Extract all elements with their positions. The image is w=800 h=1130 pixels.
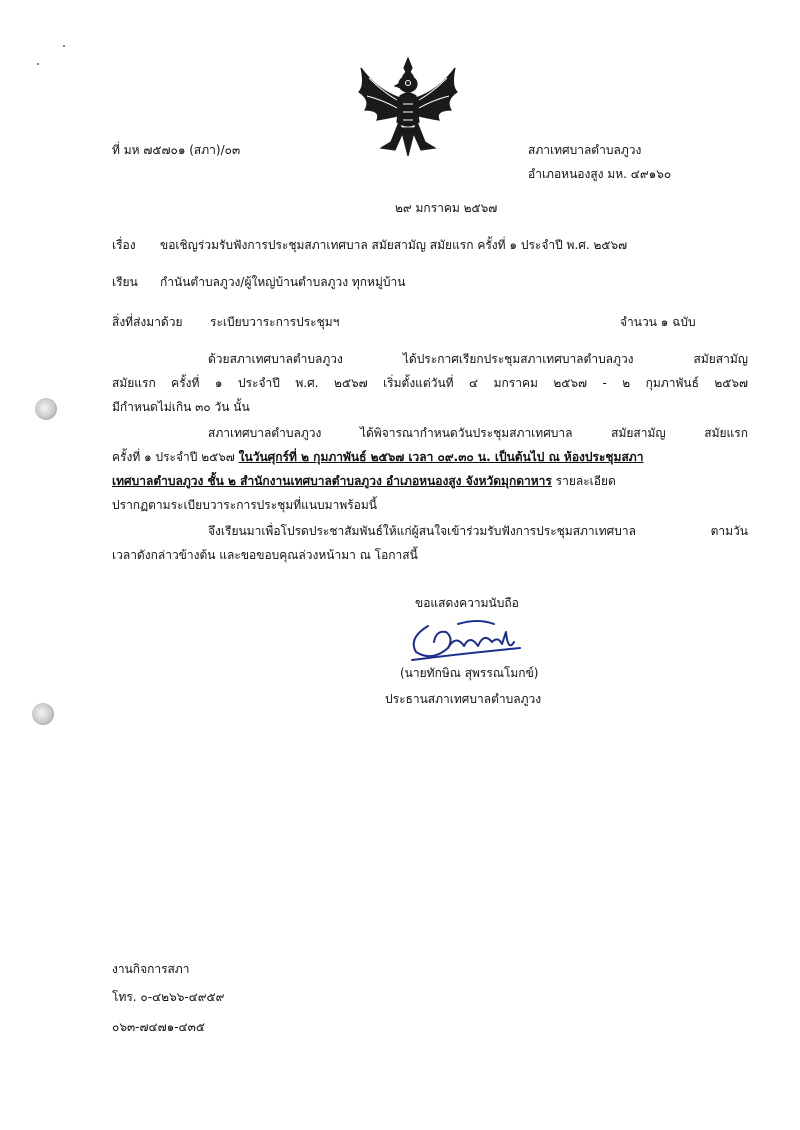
punch-hole-icon bbox=[35, 398, 57, 420]
subject-text: ขอเชิญร่วมรับฟังการประชุมสภาเทศบาล สมัยสามัญ สมัยแรก ครั้งที่ ๑ ประจำปี พ.ศ. ๒๕๖๗ bbox=[160, 238, 628, 252]
meeting-date-time-highlight: ในวันศุกร์ที่ ๒ กุมภาพันธ์ ๒๕๖๗ เวลา ๐๙.๓๐ น. เป็นต้นไป ณ ห้องประชุมสภา bbox=[238, 450, 644, 464]
footer-department: งานกิจการสภา bbox=[112, 962, 190, 976]
organization-address: อำเภอหนองสูง มห. ๔๙๑๖๐ bbox=[528, 167, 672, 181]
paragraph-1-line-2: สมัยแรก ครั้งที่ ๑ ประจำปี พ.ศ. ๒๕๖๗ เริ่มตั้งแต่วันที่ ๔ มกราคม ๒๕๖๗ - ๒ กุมภาพันธ์ ๒๕๖๗ bbox=[112, 376, 748, 390]
paragraph-2-line-3-plain: รายละเอียด bbox=[555, 474, 616, 488]
organization-name: สภาเทศบาลตำบลภูวง bbox=[528, 143, 642, 157]
signatory-position: ประธานสภาเทศบาลตำบลภูวง bbox=[385, 692, 542, 706]
paragraph-2-line-1: สภาเทศบาลตำบลภูวง ได้พิจารณากำหนดวันประชุมสภาเทศบาล สมัยสามัญ สมัยแรก bbox=[208, 426, 748, 440]
enclosure-label: สิ่งที่ส่งมาด้วย bbox=[112, 315, 183, 329]
scan-speck bbox=[37, 63, 39, 65]
enclosure-text: ระเบียบวาระการประชุมฯ bbox=[210, 315, 340, 329]
punch-hole-icon bbox=[32, 703, 54, 725]
footer-mobile: ๐๖๓-๗๔๗๑-๔๓๕ bbox=[112, 1020, 205, 1034]
paragraph-3-line-2: เวลาดังกล่าวข้างต้น และขอขอบคุณล่วงหน้ามา ณ โอกาสนี้ bbox=[112, 548, 418, 562]
meeting-location-highlight: เทศบาลตำบลภูวง ชั้น ๒ สำนักงานเทศบาลตำบลภูวง อำเภอหนองสูง จังหวัดมุกดาหาร bbox=[112, 474, 552, 488]
garuda-emblem-icon bbox=[355, 56, 461, 158]
recipient-label: เรียน bbox=[112, 275, 138, 289]
handwritten-signature bbox=[398, 612, 548, 672]
document-number: ที่ มห ๗๕๗๐๑ (สภา)/๐๓ bbox=[112, 143, 241, 157]
paragraph-2-line-4: ปรากฏตามระเบียบวาระการประชุมที่แนบมาพร้อมนี้ bbox=[112, 498, 377, 512]
subject-label: เรื่อง bbox=[112, 238, 136, 252]
paragraph-2-line-3 bbox=[112, 472, 748, 491]
document-date: ๒๙ มกราคม ๒๕๖๗ bbox=[395, 201, 498, 215]
closing-salutation: ขอแสดงความนับถือ bbox=[415, 596, 519, 610]
signatory-name: (นายทักษิณ สุพรรณโมกข์) bbox=[400, 666, 539, 680]
paragraph-1-line-1: ด้วยสภาเทศบาลตำบลภูวง ได้ประกาศเรียกประชุมสภาเทศบาลตำบลภูวง สมัยสามัญ bbox=[208, 352, 748, 366]
enclosure-count: จำนวน ๑ ฉบับ bbox=[620, 315, 696, 329]
scan-speck bbox=[63, 45, 65, 47]
paragraph-3-line-1: จึงเรียนมาเพื่อโปรดประชาสัมพันธ์ให้แก่ผู้สนใจเข้าร่วมรับฟังการประชุมสภาเทศบาล ตามวัน bbox=[208, 524, 748, 538]
paragraph-2-line-2 bbox=[112, 448, 748, 467]
paragraph-2-line-2-plain: ครั้งที่ ๑ ประจำปี ๒๕๖๗ bbox=[112, 450, 235, 464]
recipient-text: กำนันตำบลภูวง/ผู้ใหญ่บ้านตำบลภูวง ทุกหมู่บ้าน bbox=[160, 275, 406, 289]
footer-phone: โทร. ๐-๔๒๖๖-๔๙๕๙ bbox=[112, 990, 225, 1004]
paragraph-1-line-3: มีกำหนดไม่เกิน ๓๐ วัน นั้น bbox=[112, 400, 250, 414]
